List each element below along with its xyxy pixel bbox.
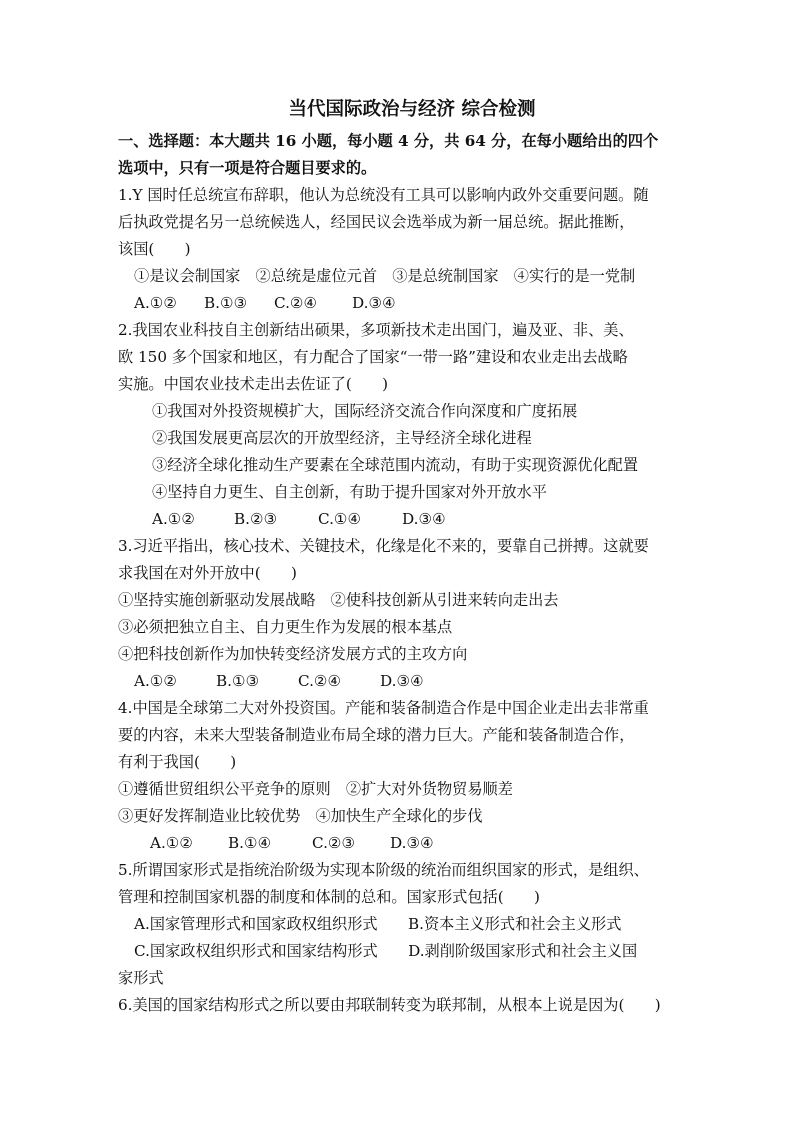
question-4 [118, 695, 684, 857]
statement: ④把科技创新作为加快转变经济发展方式的主攻方向 [118, 645, 468, 663]
option-d[interactable]: D.③④ [380, 672, 424, 690]
section-instruction-line: 一、选择题：本大题共 16 小题，每小题 4 分，共 64 分，在每小题给出的四个 [118, 132, 659, 150]
option-b[interactable]: B.①③ [204, 294, 248, 312]
answer-options [118, 668, 684, 695]
option-d[interactable]: D.③④ [402, 510, 446, 528]
page-title: 当代国际政治与经济 综合检测 [288, 99, 536, 120]
section-header [118, 128, 684, 182]
option-line-cd[interactable]: C.国家政权组织形式和国家结构形式 D.剥削阶级国家形式和社会主义国 [134, 942, 638, 960]
question-text: 3.习近平指出，核心技术、关键技术，化缘是化不来的，要靠自己拼搏。这就要 [118, 537, 649, 555]
question-text: 求我国在对外开放中( ) [118, 564, 297, 582]
option-c[interactable]: C.②③ [312, 834, 356, 852]
question-text: 后执政党提名另一总统候选人，经国民议会选举成为新一届总统。据此推断， [118, 213, 635, 231]
statement: ③必须把独立自主、自力更生作为发展的根本基点 [118, 618, 453, 636]
question-2 [118, 317, 684, 533]
statement-list: ①是议会制国家 ②总统是虚位元首 ③是总统制国家 ④实行的是一党制 [134, 267, 636, 285]
question-text: 管理和控制国家机器的制度和体制的总和。国家形式包括( ) [118, 888, 540, 906]
answer-options [118, 506, 684, 533]
statement: ③更好发挥制造业比较优势 ④加快生产全球化的步伐 [118, 807, 483, 825]
question-5 [118, 857, 684, 992]
question-text: 6.美国的国家结构形式之所以要由邦联制转变为联邦制，从根本上说是因为( ) [118, 996, 661, 1014]
option-b[interactable]: B.①④ [228, 834, 272, 852]
question-text: 要的内容，未来大型装备制造业布局全球的潜力巨大。产能和装备制造合作， [118, 726, 635, 744]
question-text: 1.Y 国时任总统宣布辞职，他认为总统没有工具可以影响内政外交重要问题。随 [118, 186, 649, 204]
section-instruction-line: 选项中，只有一项是符合题目要求的。 [118, 159, 377, 177]
question-6 [118, 992, 684, 1019]
question-3 [118, 533, 684, 695]
question-1 [118, 182, 684, 317]
question-text: 有利于我国( ) [118, 753, 237, 771]
statement: ①坚持实施创新驱动发展战略 ②使科技创新从引进来转向走出去 [118, 591, 559, 609]
question-text: 实施。中国农业技术走出去佐证了( ) [118, 375, 389, 393]
option-b[interactable]: B.②③ [234, 510, 278, 528]
option-c[interactable]: C.②④ [298, 672, 342, 690]
option-d[interactable]: D.③④ [390, 834, 434, 852]
option-a[interactable]: A.①② [152, 510, 196, 528]
statement: ①我国对外投资规模扩大，国际经济交流合作向深度和广度拓展 [152, 402, 578, 420]
option-continuation: 家形式 [118, 969, 164, 987]
option-c[interactable]: C.②④ [274, 294, 318, 312]
question-text: 2.我国农业科技自主创新结出硕果，多项新技术走出国门，遍及亚、非、美、 [118, 321, 634, 339]
option-line-ab[interactable]: A.国家管理形式和国家政权组织形式 B.资本主义形式和社会主义形式 [134, 915, 622, 933]
statement: ③经济全球化推动生产要素在全球范围内流动，有助于实现资源优化配置 [152, 456, 638, 474]
question-text: 该国( ) [118, 240, 191, 258]
option-d[interactable]: D.③④ [352, 294, 396, 312]
option-a[interactable]: A.①② [134, 294, 178, 312]
question-text: 4.中国是全球第二大对外投资国。产能和装备制造合作是中国企业走出去非常重 [118, 699, 649, 717]
option-b[interactable]: B.①③ [216, 672, 260, 690]
question-text: 欧 150 多个国家和地区，有力配合了国家“一带一路”建设和农业走出去战略 [118, 348, 628, 366]
answer-options [118, 290, 684, 317]
option-a[interactable]: A.①② [150, 834, 194, 852]
statement: ②我国发展更高层次的开放型经济，主导经济全球化进程 [152, 429, 532, 447]
exam-page [118, 96, 684, 1019]
option-a[interactable]: A.①② [134, 672, 178, 690]
statement: ①遵循世贸组织公平竞争的原则 ②扩大对外货物贸易顺差 [118, 780, 513, 798]
question-text: 5.所谓国家形式是指统治阶级为实现本阶级的统治而组织国家的形式，是组织、 [118, 861, 649, 879]
option-c[interactable]: C.①④ [318, 510, 362, 528]
answer-options [118, 830, 684, 857]
statement: ④坚持自力更生、自主创新，有助于提升国家对外开放水平 [152, 483, 547, 501]
